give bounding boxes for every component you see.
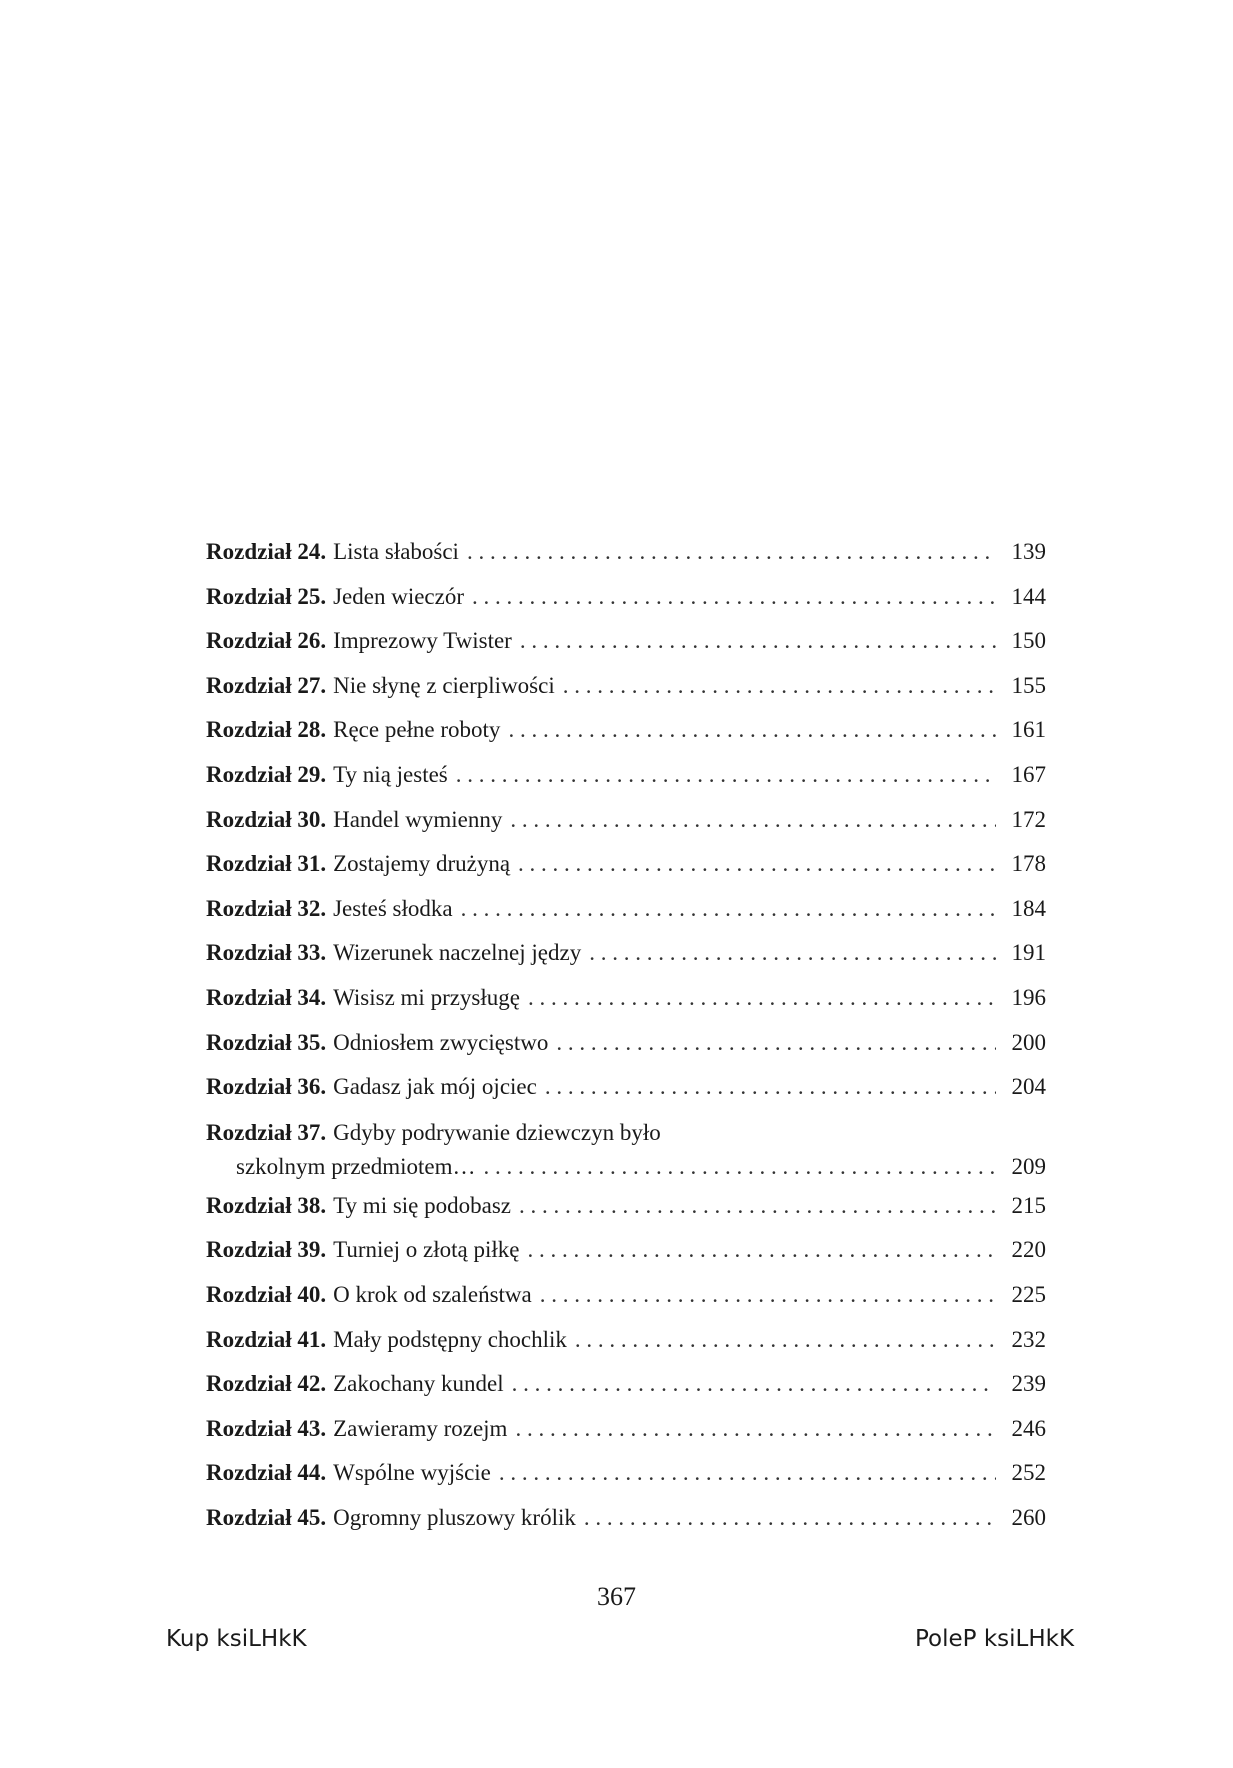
chapter-page: 161 [1011,717,1046,743]
chapter-title: Jeden wieczór [333,583,465,609]
chapter-page: 150 [1011,628,1046,654]
chapter-number: Rozdział 45. [206,1504,327,1530]
chapter-page: 178 [1011,851,1046,877]
chapter-page: 209 [1011,1153,1046,1179]
chapter-title: Zostajemy drużyną [333,851,511,877]
chapter-number: Rozdział 30. [206,806,327,832]
dot-leader [520,619,996,664]
chapter-number: Rozdział 33. [206,940,327,966]
chapter-number: Rozdział 29. [206,761,327,787]
toc-entry [206,1407,1046,1452]
chapter-page: 232 [1011,1326,1046,1352]
chapter-page: 155 [1011,672,1046,698]
chapter-number: Rozdział 24. [206,539,327,564]
toc-entry [206,1184,1046,1229]
toc-entry [206,887,1046,932]
chapter-title: Zakochany kundel [333,1371,504,1397]
chapter-number: Rozdział 43. [206,1415,327,1441]
chapter-title: Mały podstępny chochlik [333,1326,567,1352]
footer-recommend-book-link[interactable]: PoleP ksiLHkK [915,1626,1075,1652]
chapter-page: 184 [1011,895,1046,921]
toc-entry [206,798,1046,843]
toc-entry [206,1021,1046,1066]
dot-leader [456,753,996,798]
dot-leader [584,1496,996,1541]
chapter-page: 204 [1011,1074,1046,1100]
dot-leader [527,1228,996,1273]
chapter-title: Gadasz jak mój ojciec [333,1074,537,1100]
chapter-title: Imprezowy Twister [333,628,512,654]
chapter-page: 144 [1011,583,1046,609]
chapter-title: Ręce pełne roboty [333,717,501,743]
dot-leader [512,1362,996,1407]
dot-leader [540,1273,996,1318]
page-number: 367 [597,1582,636,1611]
chapter-number: Rozdział 25. [206,583,327,609]
dot-leader [545,1065,996,1110]
dot-leader [508,708,996,753]
toc-entry [206,976,1046,1021]
chapter-page: 239 [1011,1371,1046,1397]
chapter-number: Rozdział 26. [206,628,327,654]
toc-entry-line [206,1150,1046,1184]
toc-entry [206,530,1046,575]
table-of-contents [206,530,1046,1540]
chapter-title: Zawieramy rozejm [333,1415,508,1441]
dot-leader [528,976,996,1021]
chapter-number: Rozdział 40. [206,1281,327,1307]
chapter-title: O krok od szaleństwa [333,1281,532,1307]
chapter-title: Odniosłem zwycięstwo [333,1029,549,1055]
chapter-number: Rozdział 34. [206,984,327,1010]
chapter-number: Rozdział 39. [206,1237,327,1263]
chapter-title: Nie słynę z cierpliwości [333,672,555,698]
dot-leader [563,664,996,709]
chapter-page: 220 [1011,1237,1046,1263]
toc-entry [206,1451,1046,1496]
toc-entry [206,1228,1046,1273]
dot-leader [589,931,996,976]
toc-entry [206,664,1046,709]
chapter-number: Rozdział 32. [206,895,327,921]
chapter-number: Rozdział 41. [206,1326,327,1352]
toc-entry [206,1496,1046,1541]
chapter-title: Wisisz mi przysługę [333,984,520,1010]
dot-leader [461,887,996,932]
chapter-title: Jesteś słodka [333,895,453,921]
chapter-number: Rozdział 44. [206,1460,327,1486]
dot-leader [519,1184,996,1229]
chapter-number: Rozdział 42. [206,1371,327,1397]
chapter-number: Rozdział 37. [206,1119,327,1145]
chapter-page: 215 [1011,1192,1046,1218]
dot-leader [484,1150,996,1184]
chapter-number: Rozdział 38. [206,1192,327,1218]
chapter-page: 167 [1011,761,1046,787]
chapter-number: Rozdział 36. [206,1074,327,1100]
toc-entry [206,1318,1046,1363]
chapter-page: 172 [1011,806,1046,832]
dot-leader [556,1021,996,1066]
chapter-title: Turniej o złotą piłkę [333,1237,520,1263]
toc-entry [206,1110,1046,1184]
chapter-page: 260 [1011,1504,1046,1530]
chapter-page: 252 [1011,1460,1046,1486]
chapter-page: 139 [1011,539,1046,564]
chapter-title: Ty mi się podobasz [333,1192,511,1218]
footer-buy-book-link[interactable]: Kup ksiLHkK [166,1626,307,1652]
toc-entry [206,619,1046,664]
dot-leader [510,798,996,843]
chapter-page: 246 [1011,1415,1046,1441]
chapter-number: Rozdział 27. [206,672,327,698]
chapter-title: Wizerunek naczelnej jędzy [333,940,582,966]
toc-entry [206,1362,1046,1407]
toc-entry [206,575,1046,620]
toc-entry [206,1273,1046,1318]
chapter-page: 191 [1011,940,1046,966]
toc-entry [206,753,1046,798]
dot-leader [467,530,996,575]
chapter-title: Ogromny pluszowy królik [333,1504,576,1530]
chapter-title: Lista słabości [333,539,459,564]
dot-leader [515,1407,996,1452]
toc-entry [206,1065,1046,1110]
chapter-title: Handel wymienny [333,806,503,832]
chapter-number: Rozdział 35. [206,1029,327,1055]
chapter-title: Ty nią jesteś [333,761,448,787]
toc-entry [206,842,1046,887]
chapter-page: 196 [1011,984,1046,1010]
chapter-number: Rozdział 31. [206,851,327,877]
chapter-title: Wspólne wyjście [333,1460,491,1486]
toc-entry-line [206,1116,1046,1150]
chapter-number: Rozdział 28. [206,717,327,743]
chapter-title: Gdyby podrywanie dziewczyn było [333,1119,661,1145]
dot-leader [518,842,996,887]
chapter-title-continuation: szkolnym przedmiotem… [236,1153,476,1179]
chapter-page: 225 [1011,1281,1046,1307]
toc-entry [206,931,1046,976]
dot-leader [575,1318,996,1363]
dot-leader [472,575,996,620]
toc-entry [206,708,1046,753]
chapter-page: 200 [1011,1029,1046,1055]
dot-leader [499,1451,996,1496]
